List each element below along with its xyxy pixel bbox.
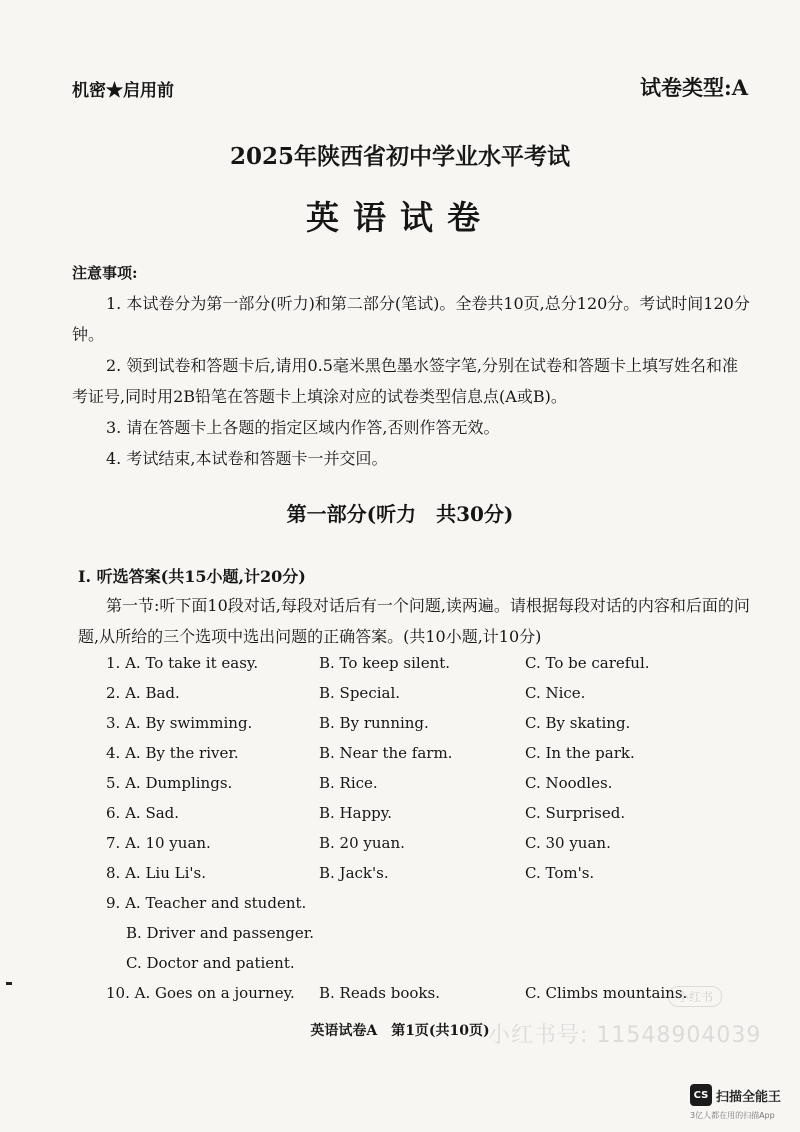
option-b: B. Jack's.: [319, 864, 389, 882]
scanner-name: 扫描全能王: [716, 1089, 782, 1105]
option-b: B. By running.: [319, 714, 429, 732]
option-a: 4. A. By the river.: [106, 744, 239, 762]
option-a: 1. A. To take it easy.: [106, 654, 259, 672]
question-9: [106, 894, 314, 984]
option-b: B. Special.: [319, 684, 401, 702]
notice-item: 2. 领到试卷和答题卡后,请用0.5毫米黑色墨水签字笔,分别在试卷和答题卡上填写姓名和准考证号,同时用2B铅笔在答题卡上填涂对应的试卷类型信息点(A或B)。: [72, 356, 738, 406]
option-c: C. 30 yuan.: [525, 834, 611, 852]
question-row: [106, 804, 756, 830]
scanner-tagline: 3亿人都在用的扫描App: [690, 1111, 775, 1120]
question-row: [106, 684, 756, 710]
option-c: C. By skating.: [525, 714, 631, 732]
question-row: [106, 774, 756, 800]
option-b: B. Reads books.: [319, 984, 440, 1002]
option-c: C. To be careful.: [525, 654, 650, 672]
option-b: B. Near the farm.: [319, 744, 453, 762]
option-a: 2. A. Bad.: [106, 684, 180, 702]
question-row: [106, 864, 756, 890]
option-a: 3. A. By swimming.: [106, 714, 253, 732]
edge-mark: [6, 982, 12, 985]
option-a: 7. A. 10 yuan.: [106, 834, 211, 852]
confidential-label: 机密★启用前: [72, 81, 174, 101]
scanner-logo-icon: CS: [690, 1084, 712, 1106]
option-b: B. Driver and passenger.: [126, 924, 315, 942]
option-a: 5. A. Dumplings.: [106, 774, 233, 792]
question-row: [106, 654, 756, 680]
option-a: 9. A. Teacher and student.: [106, 894, 307, 912]
notice-heading: 注意事项:: [72, 264, 138, 282]
option-b: B. Rice.: [319, 774, 378, 792]
option-c: C. Surprised.: [525, 804, 626, 822]
paper-type-label: 试卷类型:A: [639, 75, 748, 100]
section-intro: 第一节:听下面10段对话,每段对话后有一个问题,读两遍。请根据每段对话的内容和后面的问题,从所给的三个选项中选出问题的正确答案。(共10小题,计10分): [78, 596, 750, 646]
watermark-id: 小红书号: 11548904039: [488, 1023, 762, 1048]
option-c: C. Nice.: [525, 684, 586, 702]
option-a: 8. A. Liu Li's.: [106, 864, 206, 882]
exam-title: 2025年陕西省初中学业水平考试: [229, 143, 570, 170]
option-c: C. Climbs mountains.: [525, 984, 688, 1002]
question-row: [106, 834, 756, 860]
question-row: [106, 984, 756, 1010]
option-c: C. Tom's.: [525, 864, 595, 882]
question-row: [106, 714, 756, 740]
option-c: C. In the park.: [525, 744, 635, 762]
option-b: B. 20 yuan.: [319, 834, 405, 852]
option-b: B. Happy.: [319, 804, 393, 822]
question-row: [106, 744, 756, 770]
section-title: Ⅰ. 听选答案(共15小题,计20分): [78, 567, 306, 586]
option-a: 10. A. Goes on a journey.: [106, 984, 295, 1002]
watermark-badge: 小红书: [668, 986, 722, 1007]
option-b: B. To keep silent.: [319, 654, 451, 672]
notice-item: 3. 请在答题卡上各题的指定区域内作答,否则作答无效。: [106, 418, 500, 437]
scanner-brand: [690, 1084, 781, 1106]
option-c: C. Doctor and patient.: [126, 954, 295, 972]
paper-title: 英语试卷: [306, 198, 494, 237]
option-a: 6. A. Sad.: [106, 804, 180, 822]
notice-item: 1. 本试卷分为第一部分(听力)和第二部分(笔试)。全卷共10页,总分120分。考试时间120分钟。: [72, 294, 750, 344]
notice-list: [72, 288, 752, 474]
part-title: 第一部分(听力 共30分): [286, 502, 514, 526]
option-c: C. Noodles.: [525, 774, 613, 792]
page-footer: 英语试卷A 第1页(共10页): [310, 1023, 490, 1039]
notice-item: 4. 考试结束,本试卷和答题卡一并交回。: [106, 449, 388, 468]
